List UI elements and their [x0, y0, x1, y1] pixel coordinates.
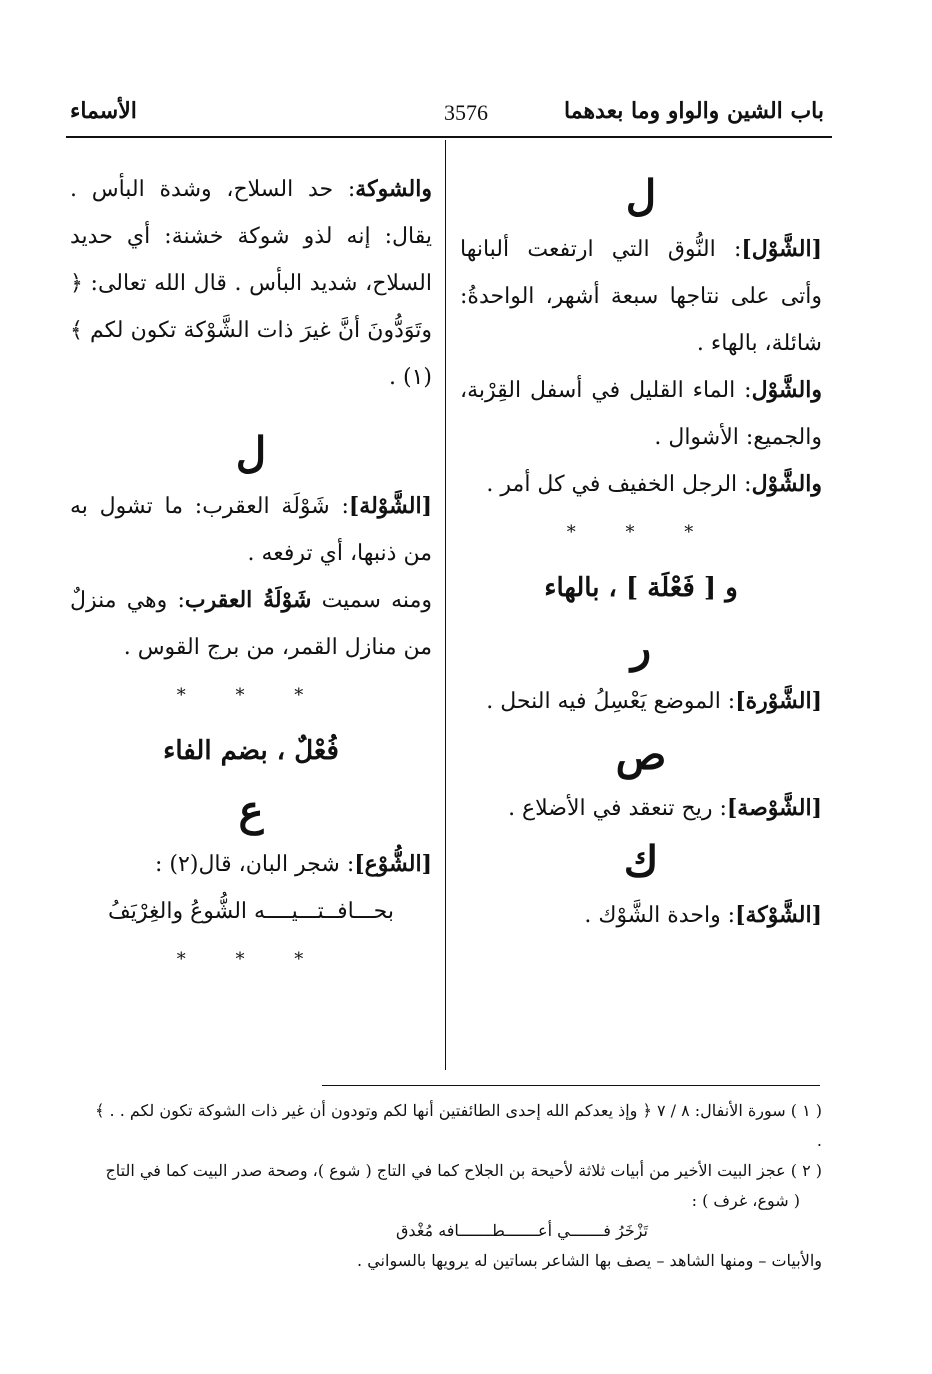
footnote-rule: [322, 1085, 820, 1086]
header-rule: [66, 136, 832, 138]
running-header-chapter: باب الشين والواو وما بعدهما: [564, 98, 824, 124]
pattern-heading: فُعْلٌ ، بضم الفاء: [163, 736, 339, 766]
entry-term: [الشَّوْصة]: [726, 795, 822, 821]
entry-shu: [70, 841, 432, 888]
entry-shawsa: [460, 785, 822, 832]
letter-heading-lam: ل: [625, 171, 657, 220]
entry-shawla: [70, 483, 432, 577]
footnote-poem-line: تَزْخَرُ فـــــــي أعـــــــطـــــــافه مُغْدق: [396, 1221, 648, 1240]
letter-heading-kaf: ك: [623, 837, 659, 886]
entry-text: : ريح تنعقد في الأضلاع .: [508, 796, 727, 821]
entry-prefix: ومنه سميت: [321, 588, 432, 613]
poetry-verse: بحـــافــتـــيــــه الشُّوعُ والغِرْيَفُ: [108, 899, 394, 924]
section-separator: * * *: [176, 949, 326, 970]
entry-shawka-weapon: [70, 166, 432, 401]
entry-text: : شَوْلَة العقرب: ما تشول به من ذنبها، أي ترفعه .: [70, 494, 432, 566]
entry-term: شَوْلَةُ العقرب: [184, 587, 312, 613]
entry-text: : الموضع يَعْسِلُ فيه النحل .: [486, 689, 736, 714]
footnote-2-continued: ( شوع، غرف ) :: [691, 1191, 800, 1210]
entry-shawl-man: [460, 461, 822, 508]
entry-term: والشوكة: [355, 176, 432, 202]
entry-shawl-water: [460, 367, 822, 461]
entry-text: : شجر البان، قال(٢) :: [155, 852, 355, 877]
footnote-2: ( ٢ ) عجز البيت الأخير من أبيات ثلاثة لأحيحة بن الجلاح كما في التاج ( شوع )، وصحة صدر البيت كما في التاج: [105, 1161, 822, 1180]
entry-term: والشَّوْل: [751, 377, 822, 403]
page-number: 3576: [444, 100, 488, 125]
entry-shawra: [460, 678, 822, 725]
entry-term: [الشَّوْلة]: [348, 493, 432, 519]
letter-heading-ayn: ع: [238, 786, 264, 835]
letter-heading-sad: ص: [615, 730, 667, 779]
column-divider: [445, 140, 446, 1070]
entry-shawl-camels: [460, 226, 822, 367]
section-separator: * * *: [566, 522, 716, 543]
entry-term: [الشَّوْكة]: [735, 902, 822, 928]
entry-shawlat-al-aqrab: [70, 577, 432, 671]
entry-term: [الشَّوْرة]: [735, 688, 822, 714]
section-separator: * * *: [176, 685, 326, 706]
left-column: [70, 166, 432, 985]
right-column: [460, 166, 822, 939]
entry-text: : الرجل الخفيف في كل أمر .: [486, 472, 752, 497]
entry-text: : واحدة الشَّوْك .: [584, 903, 736, 928]
entry-text: : حد السلاح، وشدة البأس . يقال: إنه لذو شوكة خشنة: أي حديد السلاح، شديد البأس . قال الله تعالى: ﴿ وتَوَدُّونَ أنَّ غيرَ ذات الشَّوْكة تكون لكم ﴾ (١) .: [70, 177, 432, 390]
footnote-2-remark: والأبيات – ومنها الشاهد – يصف بها الشاعر بساتين له يرويها بالسواني .: [357, 1251, 822, 1270]
running-header-section: الأسماء: [70, 98, 137, 124]
entry-term: والشَّوْل: [751, 471, 822, 497]
entry-term: [الشُّوْع]: [354, 851, 432, 877]
entry-shawka: [460, 892, 822, 939]
letter-heading-ra: ر: [630, 623, 652, 672]
letter-heading-lam: ل: [235, 428, 267, 477]
entry-text: : وهي منزلٌ من منازل القمر، من برج القوس .: [70, 588, 432, 660]
pattern-heading: و [ فَعْلَة ] ، بالهاء: [544, 573, 738, 603]
entry-term: [الشَّوْل]: [741, 236, 822, 262]
entry-text: : الماء القليل في أسفل القِرْبة، والجميع: الأشوال .: [460, 378, 822, 450]
footnotes: [92, 1096, 822, 1276]
footnote-1: ( ١ ) سورة الأنفال: ٨ / ٧ ﴿ وإذ يعدكم الله إحدى الطائفتين أنها لكم وتودون أن غير ذات الشوكة تكون لكم . . ﴾ .: [95, 1101, 822, 1150]
entry-text: : النُّوق التي ارتفعت ألبانها وأتى على نتاجها سبعة أشهر، الواحدةُ: شائلة، بالهاء .: [460, 237, 822, 356]
